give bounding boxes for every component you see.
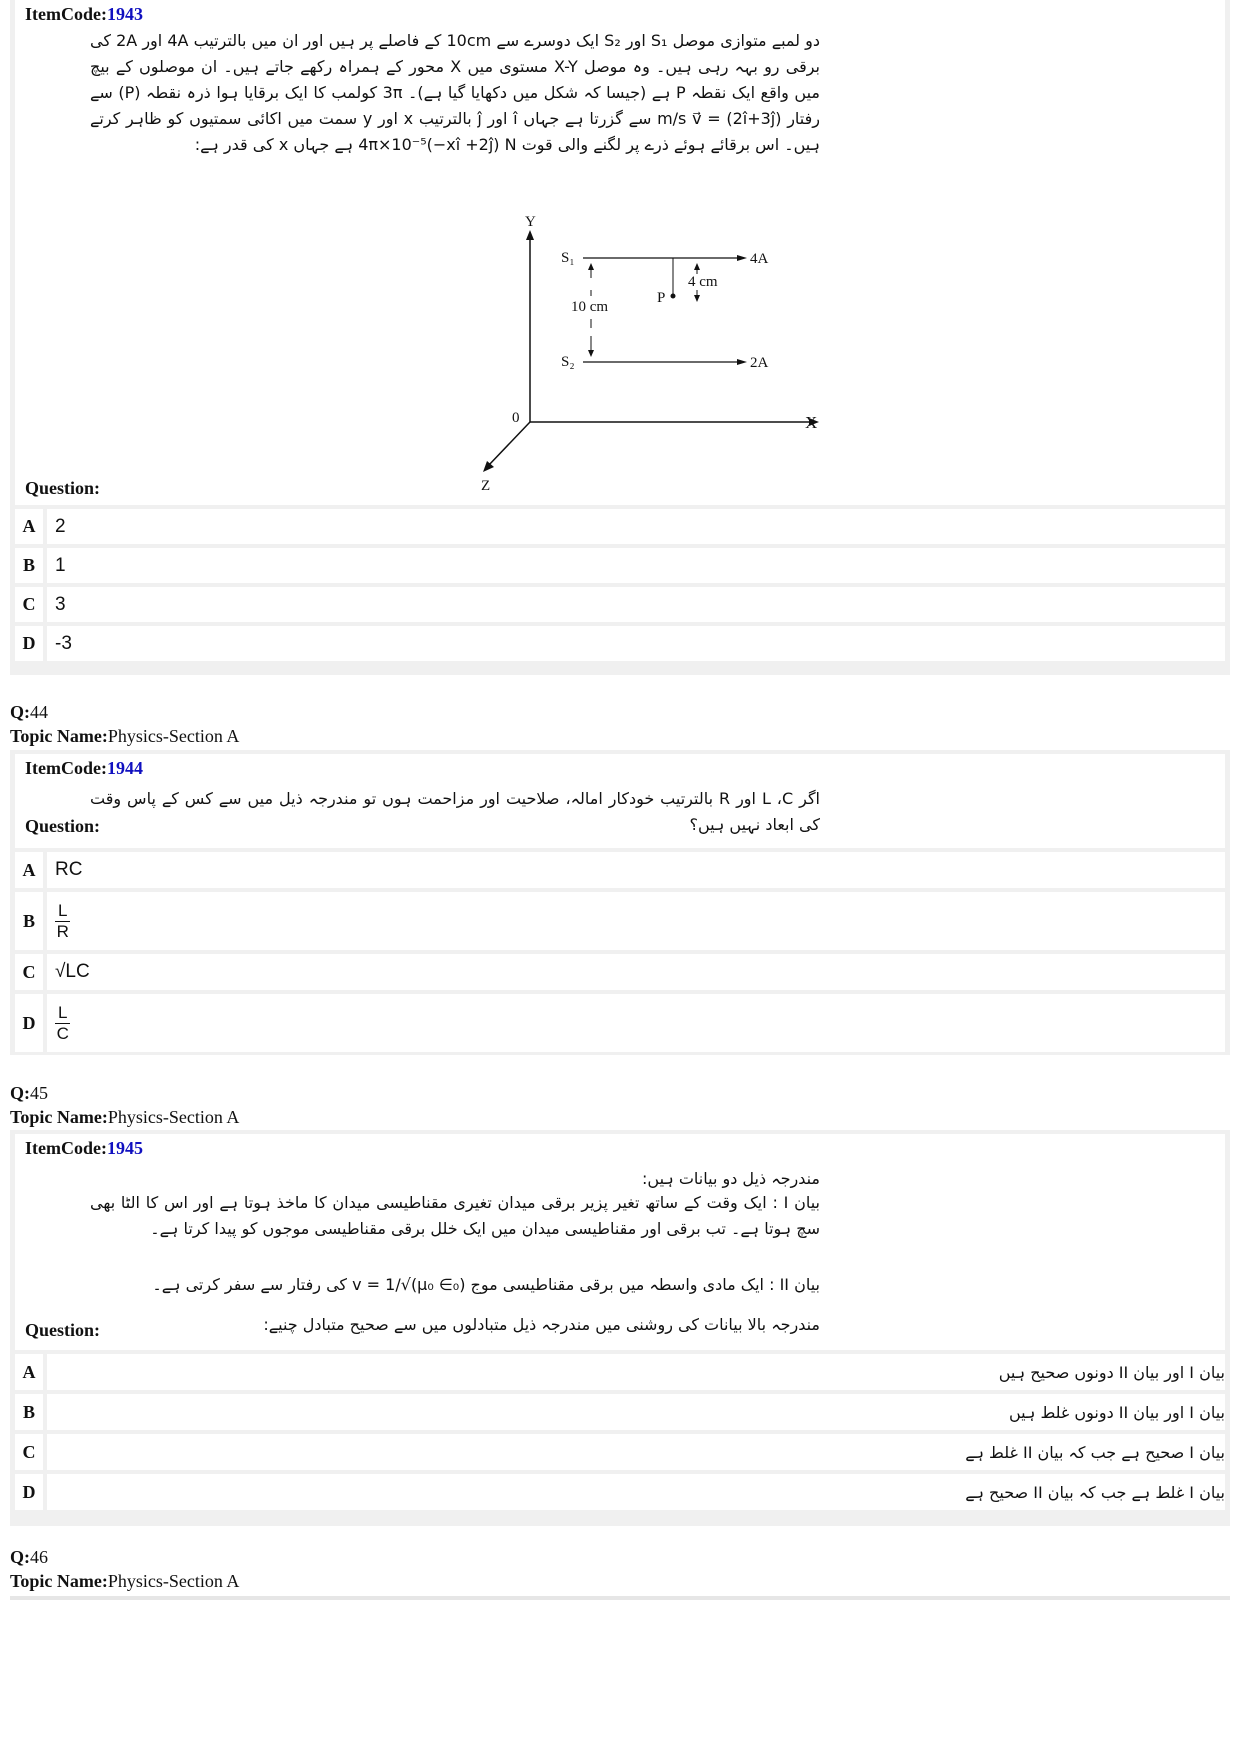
- option-letter: A: [15, 509, 47, 544]
- option-c[interactable]: [15, 587, 1225, 622]
- statement-2: بیان II : ایک مادی واسطہ میں برقی مقناطیسی موج v = 1/√(μ₀ ∈₀) کی رفتار سے سفر کرتی ہے۔: [152, 1275, 820, 1294]
- question-44-block: [10, 750, 1230, 1055]
- option-letter: D: [15, 994, 47, 1052]
- option-c[interactable]: [15, 954, 1225, 990]
- question-44-number: Q:44: [10, 702, 48, 722]
- option-a[interactable]: [15, 852, 1225, 888]
- current-2a-label: 2A: [750, 355, 769, 371]
- option-letter: C: [15, 587, 47, 622]
- question-45-block: [10, 1130, 1230, 1526]
- option-text: √LC: [55, 961, 90, 982]
- option-text: 2: [55, 515, 66, 537]
- option-a[interactable]: [15, 1354, 1225, 1390]
- option-text: بیان I غلط ہے جب کہ بیان II صحیح ہے: [965, 1482, 1225, 1502]
- statement-1: بیان I : ایک وقت کے ساتھ تغیر پزیر برقی میدان تغیری مقناطیسی میدان کا ماخذ ہوتا ہے اور اس کا الٹا بھی سچ ہوتا ہے۔ تب برقی اور مقناطیسی میدان میں ایک خلل برقی مقناطیسی موجوں کو پیدا کرتا ہے۔: [90, 1193, 820, 1238]
- question-45-number: Q:45: [10, 1083, 48, 1103]
- option-letter: A: [15, 1354, 47, 1390]
- conductor-s2-arrow: [737, 359, 747, 365]
- current-4a-label: 4A: [750, 251, 769, 267]
- statement-intro: مندرجہ ذیل دو بیانات ہیں:: [642, 1169, 820, 1188]
- option-text: [47, 892, 1225, 950]
- question-44-stem: [15, 754, 1225, 848]
- question-text: دو لمبے متوازی موصل S₁ اور S₂ ایک دوسرے سے 10cm کے فاصلے پر ہیں اور ان میں بالترتیب 4A اور 2A کی برقی رو بہہ رہی ہیں۔ وہ موصل X-Y مستوی میں X محور کے ہمراہ رکھے جاتے ہیں۔ ان موصلوں کے بیچ میں واقع ایک نقطہ P ہے (جیسا کہ شکل میں دکھایا گیا ہے)۔ 3π کولمب کا ایک برقایا ہوا ذرہ نقطہ (P) سے رفتار m/s v⃗ = (2î+3ĵ) سے گزرتا ہے جہاں î اور ĵ بالترتیب x اور y سمت میں اکائی سمتیوں کو ظاہر کرتے ہیں۔ اس برقائے ہوئے ذرے پر لگنے والی قوت 4π×10⁻⁵(−xî +2ĵ) N ہے جہاں x کی قدر ہے:: [90, 31, 821, 154]
- option-text: -3: [55, 632, 72, 654]
- conductor-diagram: [455, 214, 818, 494]
- conductor-s1-arrow: [737, 255, 747, 261]
- question-46-number: Q:46: [10, 1547, 48, 1567]
- option-text: 1: [55, 554, 66, 576]
- option-letter: C: [15, 1434, 47, 1470]
- p-label: P: [657, 290, 666, 306]
- question-46-topic: Topic Name:Physics-Section A: [10, 1571, 240, 1591]
- question-45-stem: [15, 1134, 1225, 1350]
- question-43-stem: [15, 0, 1225, 505]
- s2-label: S₂: [561, 354, 575, 370]
- option-b[interactable]: [15, 1394, 1225, 1430]
- fraction: $\frac{L}{C}$: [56, 1002, 69, 1043]
- option-letter: B: [15, 1394, 47, 1430]
- itemcode: ItemCode:1945: [25, 1138, 143, 1158]
- z-axis-arrow: [483, 461, 494, 472]
- option-letter: A: [15, 852, 47, 888]
- option-text: 3: [55, 593, 66, 615]
- fraction: $\frac{L}{R}$: [56, 900, 69, 941]
- option-text: بیان I اور بیان II دونوں غلط ہیں: [1008, 1402, 1225, 1422]
- origin-label: 0: [512, 410, 520, 426]
- question-44-topic: Topic Name:Physics-Section A: [10, 726, 240, 746]
- p-gap-label: 4 cm: [688, 274, 718, 290]
- option-text: [47, 994, 1225, 1052]
- option-b[interactable]: [15, 548, 1225, 583]
- option-letter: B: [15, 892, 47, 950]
- question-label: Question:: [25, 478, 101, 498]
- x-axis-label: X: [805, 413, 818, 432]
- s1-label: S₁: [561, 250, 575, 266]
- instruction-text: مندرجہ بالا بیانات کی روشنی میں مندرجہ ذیل متبادلوں میں سے صحیح متبادل چنیے:: [263, 1315, 820, 1334]
- question-43-block: [10, 0, 1230, 675]
- point-p: [671, 294, 676, 299]
- option-letter: B: [15, 548, 47, 583]
- option-text: بیان I اور بیان II دونوں صحیح ہیں: [998, 1362, 1225, 1382]
- gap-label: 10 cm: [571, 299, 609, 315]
- question-label: Question:: [25, 1320, 101, 1340]
- question-label: Question:: [25, 816, 101, 836]
- option-a[interactable]: [15, 509, 1225, 544]
- z-axis: [488, 422, 530, 466]
- itemcode: ItemCode:1944: [25, 758, 143, 778]
- option-letter: D: [15, 1474, 47, 1510]
- divider: [10, 1596, 1230, 1600]
- option-c[interactable]: [15, 1434, 1225, 1470]
- option-b[interactable]: [15, 892, 1225, 950]
- y-axis-label: Y: [525, 214, 536, 230]
- option-letter: C: [15, 954, 47, 990]
- question-45-topic: Topic Name:Physics-Section A: [10, 1107, 240, 1127]
- question-text: اگر L ،C اور R بالترتیب خودکار امالہ، صلاحیت اور مزاحمت ہوں تو مندرجہ ذیل میں سے کس کے پاس وقت کی ابعاد نہیں ہیں؟: [90, 789, 821, 834]
- option-d[interactable]: [15, 994, 1225, 1052]
- z-axis-label: Z: [481, 478, 491, 494]
- option-d[interactable]: [15, 1474, 1225, 1510]
- option-text: RC: [55, 859, 83, 880]
- option-letter: D: [15, 626, 47, 661]
- itemcode: ItemCode:1943: [25, 4, 143, 24]
- option-text: بیان I صحیح ہے جب کہ بیان II غلط ہے: [965, 1442, 1225, 1462]
- y-axis-arrow: [526, 230, 534, 240]
- option-d[interactable]: [15, 626, 1225, 661]
